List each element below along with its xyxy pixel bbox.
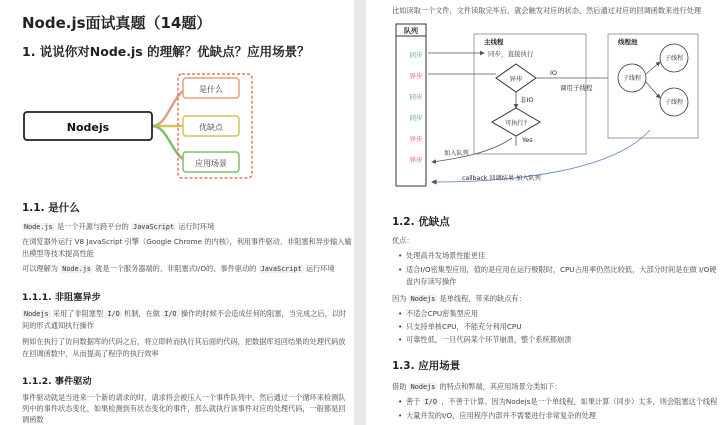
advantage-item-2-cont: 盘内存读写操作 [406, 277, 457, 286]
s112-heading: 1.1.2. 事件驱动 [22, 376, 92, 387]
disadv-intro: 因为 Nodejs 是单线程，带来的缺点有： [392, 294, 526, 303]
s112-p1-line1: 事件驱动就是当进来一个新的请求的时，请求将会被压入一个事件队列中，然后通过一个循环来检测队 [22, 393, 346, 402]
io-label: IO [550, 69, 558, 77]
queue-item-4: 同步 [409, 114, 423, 122]
s11-heading: 1.1. 是什么 [22, 202, 80, 214]
queue-item-1: 同步 [409, 51, 423, 59]
event-loop-diagram [392, 22, 704, 194]
s111-p1-line1: Nodejs 采用了非阻塞型 I/O 机制，在做 I/O 操作的时候不会造成任何的阻塞，当完成之后，以时 [24, 309, 347, 318]
s111-p2-line1: 例如在执行了访问数据库的代码之后，将立即转而执行其后面的代码，把数据库返回结果的处理代码放 [22, 337, 346, 346]
s12-heading: 1.2. 优缺点 [392, 216, 450, 228]
disadvantage-item-3: • 可靠性低，一旦代码某个环节崩溃，整个系统都崩溃 [406, 335, 571, 345]
s13-intro: 借助 Nodejs 的特点和弊端，其应用场景分类如下： [392, 382, 562, 391]
s13-heading: 1.3. 应用场景 [392, 360, 461, 372]
mindmap-node-scenarios: 应用场景 [195, 159, 227, 168]
mindmap-center: Nodejs [66, 121, 110, 134]
s11-p1: Node.js 是一个开源与跨平台的 JavaScript 运行时环境 [24, 222, 215, 231]
s111-heading: 1.1.1. 非阻塞异步 [22, 292, 101, 303]
s111-p1-line2: 间的形式通知执行操作 [22, 321, 94, 330]
child-thread-2: 子线程 [664, 55, 684, 62]
page-gutter [354, 0, 366, 425]
s112-p1-line2: 列中的事件状态变化，如果检测到有状态变化的事件，那么就执行该事件对应的处理代码，一般都是回 [22, 404, 346, 413]
decision-async: 异步 [509, 75, 523, 83]
disadvantage-item-1: • 不适合CPU密集型应用 [406, 309, 478, 319]
pool-title: 线程池 [618, 38, 638, 46]
main-thread-task: 同步，直接执行 [488, 50, 534, 58]
call-child-label: 调用子线程 [560, 84, 593, 92]
join-queue-label: 加入队列 [444, 150, 469, 157]
s11-p2-line2: 出模型等技术提高性能 [22, 249, 94, 258]
main-thread-title: 主线程 [484, 38, 504, 46]
doc-title: Node.js面试真题（14题） [22, 14, 212, 32]
s111-p2-line2: 在回调函数中，从而提高了程序的执行效率 [22, 349, 159, 358]
queue-item-2: 异步 [409, 72, 423, 80]
yes-label: Yes [522, 136, 533, 144]
advantage-item-2: • 适合I/O密集型应用，值的是应用在运行极限时，CPU占用率仍然比较低，大部分时间是在做 I/O硬 [406, 265, 716, 275]
child-thread-1: 子线程 [622, 75, 642, 82]
left-page [0, 0, 354, 425]
queue-item-6: 异步 [409, 156, 423, 164]
right-page [366, 0, 720, 425]
mindmap [20, 72, 260, 182]
queue-item-3: 同步 [409, 93, 423, 101]
scenario-item-1: • 善于 I/O ，不善于计算。因为Nodejs是一个单线程，如果计算（同步）太多，则会阻塞这个线程 [406, 397, 717, 407]
advantage-item-1: • 处理高并发场景性能更佳 [406, 251, 485, 261]
right-top-line: 比如读取一个文件，文件读取完毕后，就会触发对应的状态，然后通过对应的回调函数来进行处理 [392, 6, 702, 15]
child-thread-3: 子线程 [664, 99, 684, 106]
mindmap-node-proscons: 优缺点 [199, 123, 223, 132]
s11-p3: 可以理解为 Node.js 就是一个服务器端的、非阻塞式I/O的、事件驱动的 JavaScript 运行环境 [22, 264, 335, 273]
queue-title: 队列 [404, 27, 418, 35]
disadvantage-item-2: • 只支持单核CPU，不能充分利用CPU [406, 322, 521, 332]
decision-exec: 可执行? [505, 120, 527, 127]
callback-label: callback 回调结果 加入队列 [462, 175, 541, 182]
scenario-item-2: • 大量并发的I/O，应用程序内部并不需要进行非常复杂的处理 [406, 411, 596, 421]
non-io-label: 非IO [520, 96, 534, 104]
s11-p2-line1: 在浏览器外运行 V8 JavaScript 引擎（Google Chrome 的内核），利用事件驱动、非阻塞和异步输入输 [22, 237, 352, 246]
advantages-label: 优点： [392, 236, 414, 245]
mindmap-node-what: 是什么 [199, 85, 223, 94]
s112-p1-line3: 调函数 [22, 415, 44, 424]
queue-item-5: 异步 [409, 135, 423, 143]
q1-heading: 1. 说说你对Node.js 的理解？优缺点？应用场景？ [22, 44, 310, 59]
